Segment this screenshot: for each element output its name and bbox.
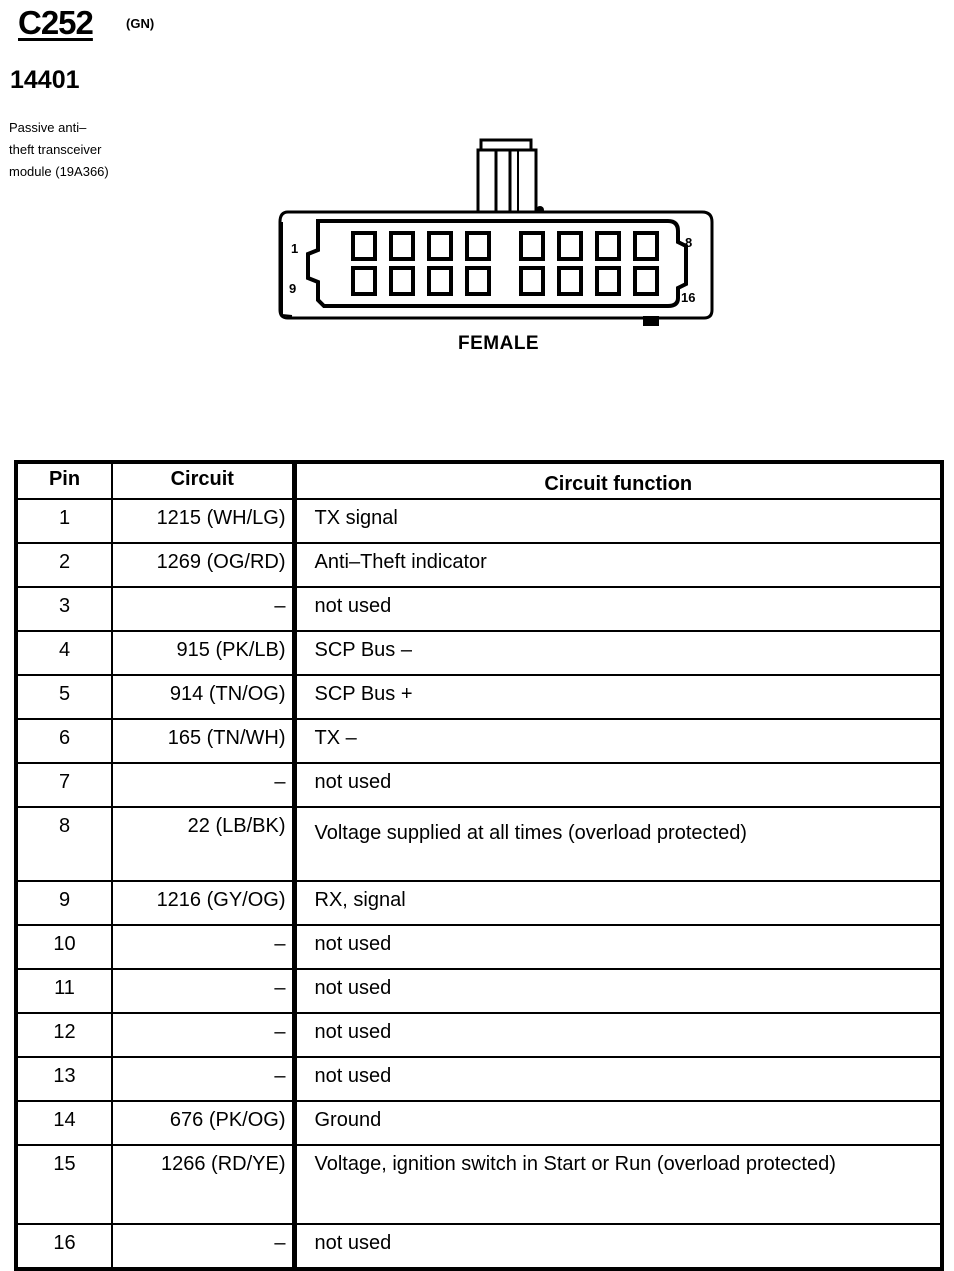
locking-tab — [478, 140, 544, 222]
module-description: Passive anti– theft transceiver module (19A366) — [9, 120, 109, 179]
pin-label-1: 1 — [291, 241, 299, 256]
function-cell: not used — [294, 925, 942, 969]
function-cell: RX, signal — [294, 881, 942, 925]
pinout-table — [14, 460, 944, 1271]
pin-cavity-3 — [429, 233, 451, 259]
circuit-cell: – — [112, 1013, 294, 1057]
table-row — [16, 1013, 942, 1057]
circuit-cell: 165 (TN/WH) — [112, 719, 294, 763]
table-row — [16, 631, 942, 675]
circuit-cell: 1269 (OG/RD) — [112, 543, 294, 587]
pin-cell: 7 — [16, 763, 112, 807]
part-number: 14401 — [10, 66, 80, 94]
table-row — [16, 807, 942, 881]
bottom-latch — [643, 316, 659, 326]
pin-cell: 5 — [16, 675, 112, 719]
pin-cavity-15 — [597, 268, 619, 294]
connector-color: (GN) — [126, 16, 155, 31]
table-row — [16, 499, 942, 543]
circuit-cell: – — [112, 587, 294, 631]
function-cell: Anti–Theft indicator — [294, 543, 942, 587]
function-cell: not used — [294, 969, 942, 1013]
table-row — [16, 587, 942, 631]
pin-cavity-12 — [467, 268, 489, 294]
pin-cell: 4 — [16, 631, 112, 675]
table-row — [16, 543, 942, 587]
circuit-cell: 915 (PK/LB) — [112, 631, 294, 675]
circuit-cell: – — [112, 925, 294, 969]
function-cell: not used — [294, 1057, 942, 1101]
gender-label: FEMALE — [458, 333, 540, 354]
pin-cavity-13 — [521, 268, 543, 294]
circuit-cell: 1216 (GY/OG) — [112, 881, 294, 925]
pin-cell: 6 — [16, 719, 112, 763]
pin-cavity-9 — [353, 268, 375, 294]
pin-cavity-14 — [559, 268, 581, 294]
circuit-cell: – — [112, 1057, 294, 1101]
table-row — [16, 1224, 942, 1269]
function-cell: not used — [294, 587, 942, 631]
pin-cell: 11 — [16, 969, 112, 1013]
table-row — [16, 763, 942, 807]
table-row — [16, 1101, 942, 1145]
function-cell: Voltage, ignition switch in Start or Run (overload protected) — [294, 1145, 942, 1224]
connector-id: C252 — [18, 4, 93, 41]
pin-cell: 10 — [16, 925, 112, 969]
pin-cavity-10 — [391, 268, 413, 294]
pin-label-8: 8 — [685, 235, 693, 250]
pin-cavity-16 — [635, 268, 657, 294]
pin-cell: 14 — [16, 1101, 112, 1145]
pin-cavity-2 — [391, 233, 413, 259]
pin-cavity-4 — [467, 233, 489, 259]
circuit-cell: 676 (PK/OG) — [112, 1101, 294, 1145]
pin-label-16: 16 — [681, 290, 696, 305]
table-row — [16, 881, 942, 925]
circuit-cell: – — [112, 1224, 294, 1269]
pin-cavity-1 — [353, 233, 375, 259]
circuit-cell: 1215 (WH/LG) — [112, 499, 294, 543]
circuit-cell: 914 (TN/OG) — [112, 675, 294, 719]
function-cell: not used — [294, 763, 942, 807]
pin-cell: 8 — [16, 807, 112, 881]
function-cell: TX – — [294, 719, 942, 763]
pin-cell: 9 — [16, 881, 112, 925]
header-function: Circuit function — [294, 462, 942, 499]
pin-cell: 16 — [16, 1224, 112, 1269]
pin-cavity-6 — [559, 233, 581, 259]
table-row — [16, 719, 942, 763]
circuit-cell: 1266 (RD/YE) — [112, 1145, 294, 1224]
function-cell: SCP Bus – — [294, 631, 942, 675]
header-pin: Pin — [16, 462, 112, 499]
table-header-row — [16, 462, 942, 499]
pin-label-9: 9 — [289, 281, 297, 296]
connector-diagram — [270, 130, 720, 330]
pin-cell: 12 — [16, 1013, 112, 1057]
pin-cell: 1 — [16, 499, 112, 543]
function-cell: Ground — [294, 1101, 942, 1145]
pin-cell: 13 — [16, 1057, 112, 1101]
pin-cavity-8 — [635, 233, 657, 259]
table-row — [16, 1057, 942, 1101]
function-cell: not used — [294, 1013, 942, 1057]
function-cell: not used — [294, 1224, 942, 1269]
function-cell: TX signal — [294, 499, 942, 543]
function-cell: Voltage supplied at all times (overload protected) — [294, 807, 942, 881]
pin-cell: 3 — [16, 587, 112, 631]
header-circuit: Circuit — [112, 462, 294, 499]
pin-cell: 15 — [16, 1145, 112, 1224]
table-row — [16, 1145, 942, 1224]
circuit-cell: – — [112, 763, 294, 807]
pin-cavity-7 — [597, 233, 619, 259]
table-row — [16, 969, 942, 1013]
circuit-cell: – — [112, 969, 294, 1013]
table-body — [16, 499, 942, 1269]
circuit-cell: 22 (LB/BK) — [112, 807, 294, 881]
table-row — [16, 925, 942, 969]
pin-cell: 2 — [16, 543, 112, 587]
function-cell: SCP Bus + — [294, 675, 942, 719]
table-row — [16, 675, 942, 719]
pin-cavity-11 — [429, 268, 451, 294]
pin-cavity-5 — [521, 233, 543, 259]
